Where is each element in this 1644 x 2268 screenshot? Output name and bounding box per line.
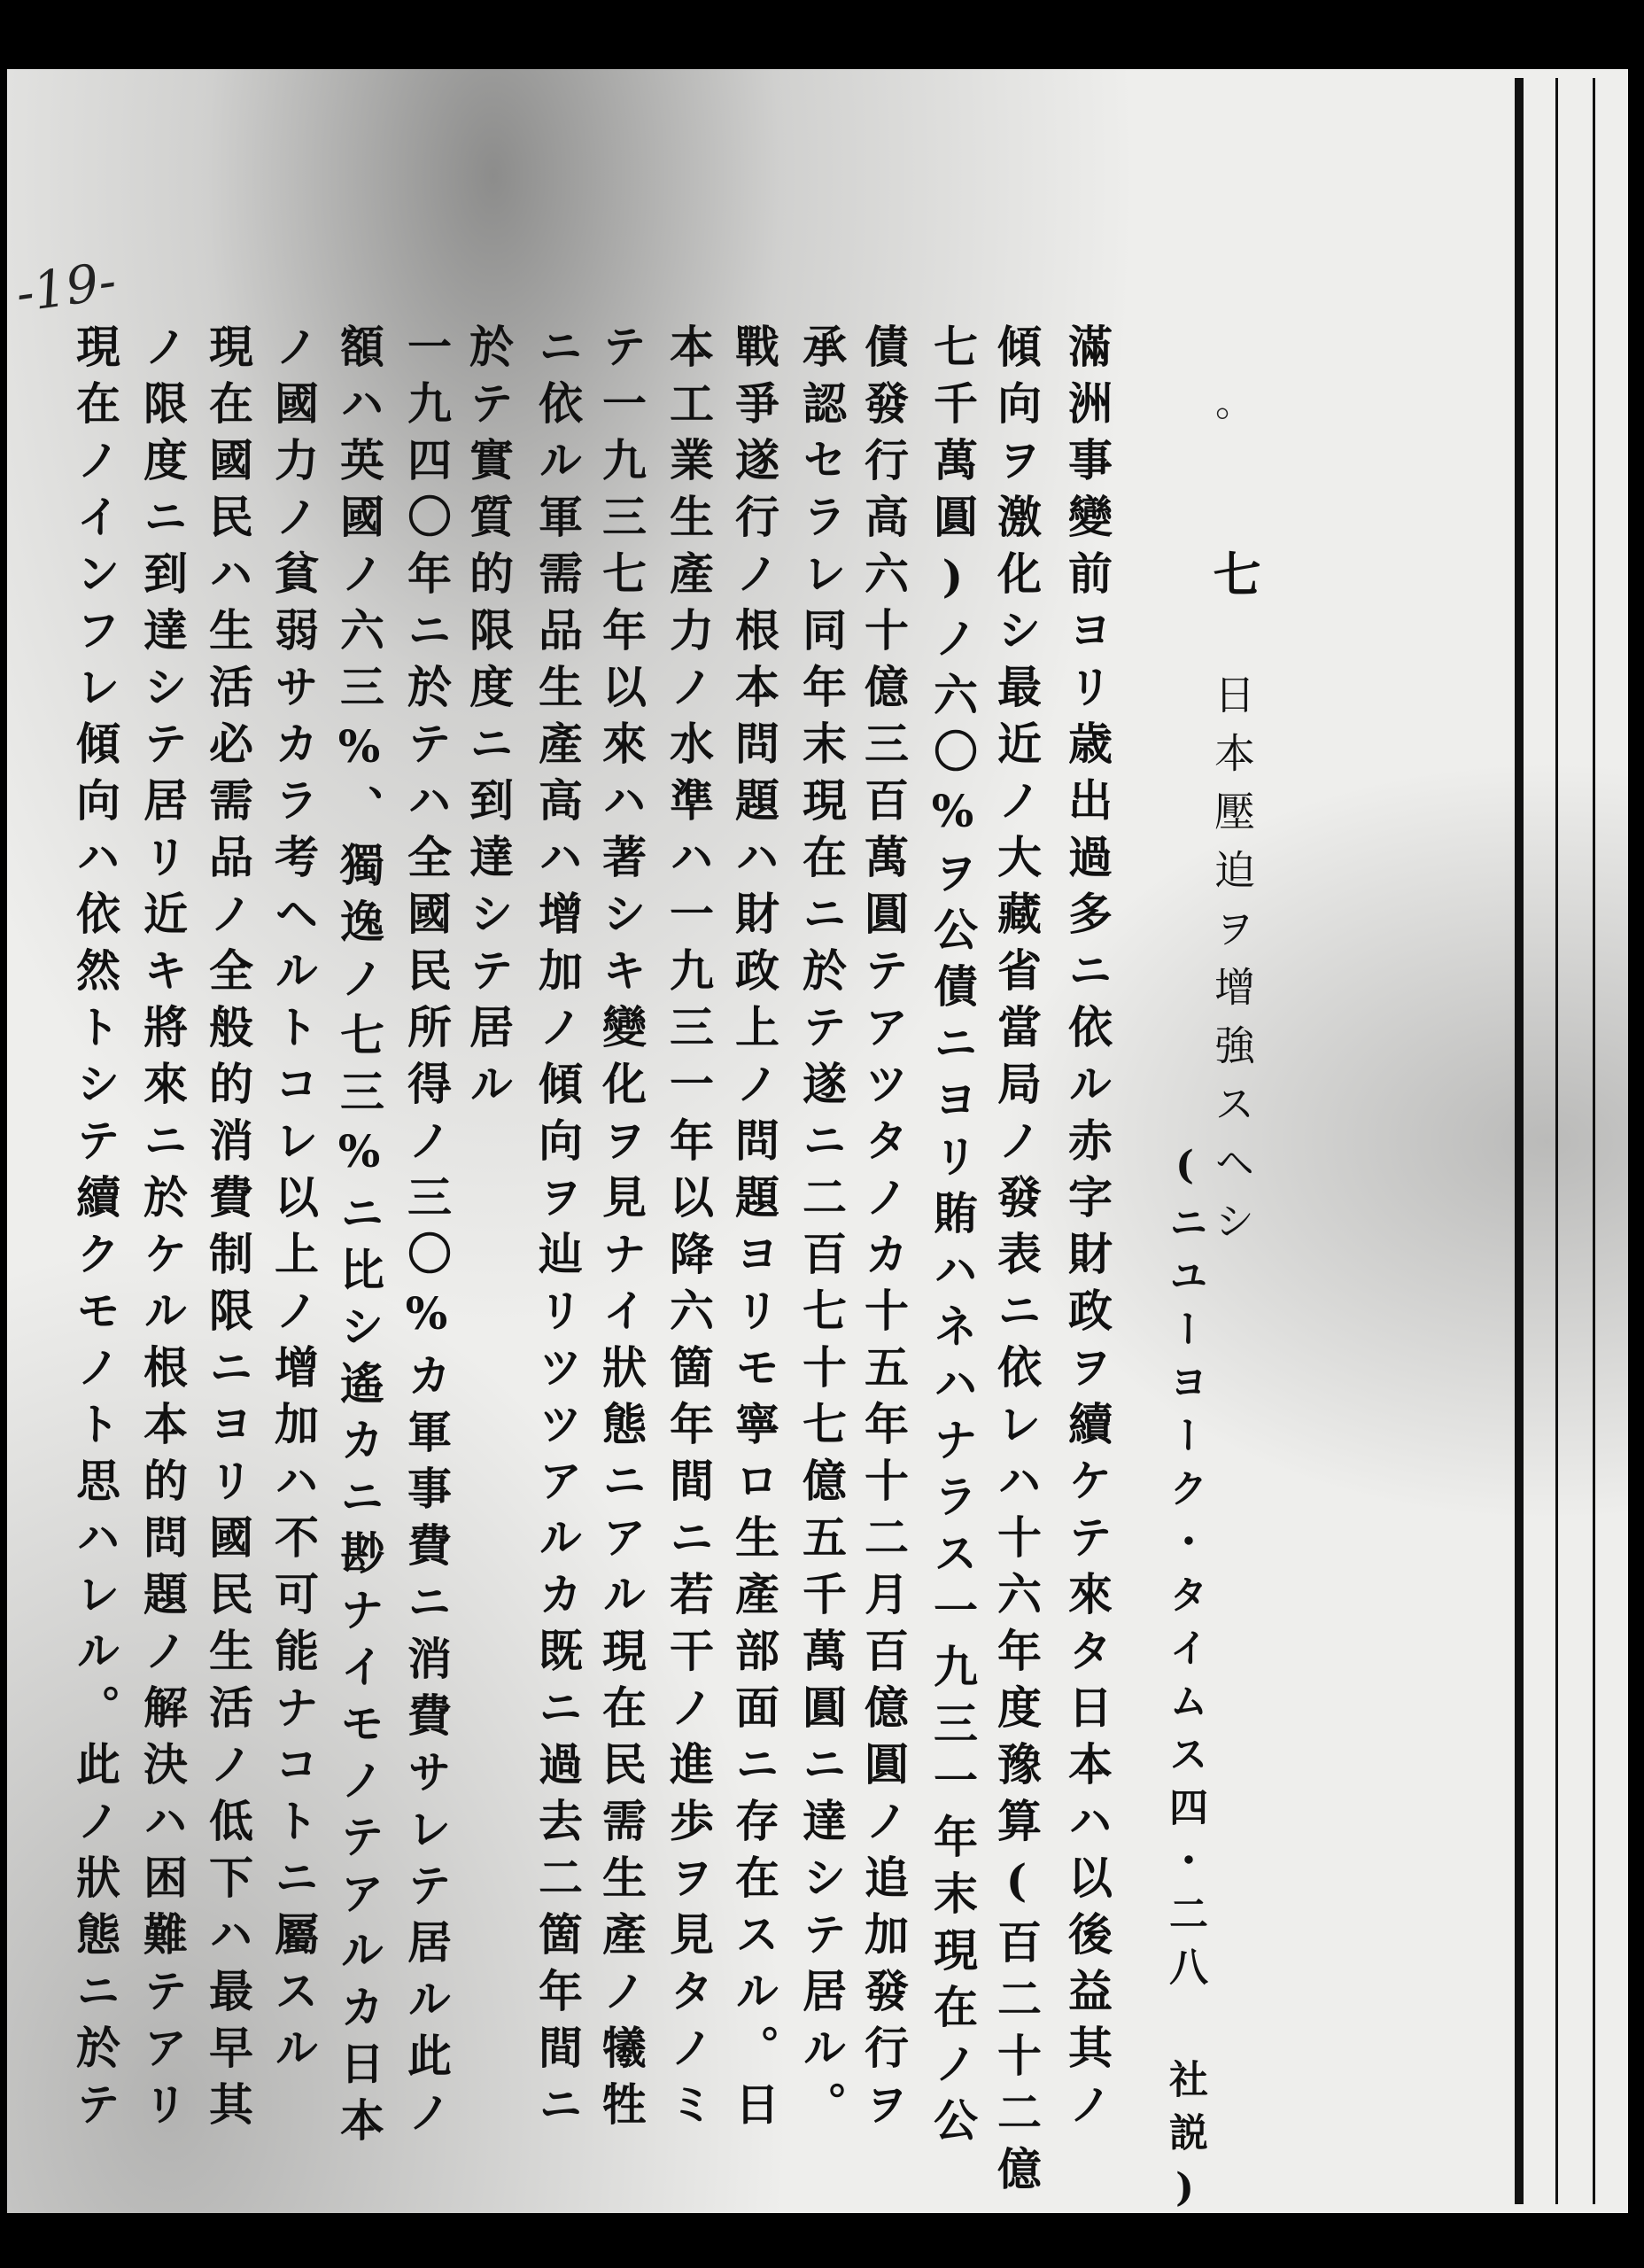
text-column: ニ依ル軍需品生產高ハ增加ノ傾向ヲ辿リツツアルカ既ニ過去二箇年間ニ — [531, 323, 584, 2138]
marker-dot: 。 — [1215, 380, 1254, 425]
binding-edge-rule — [1515, 78, 1524, 2204]
text-column: 現在ノインフレ傾向ハ依然トシテ續クモノト思ハレル。此ノ狀態ニ於テ — [69, 323, 121, 2138]
text-column: 本工業生產力ノ水準ハ一九三一年以降六箇年間ニ若干ノ進歩ヲ見タノミ — [663, 323, 715, 2138]
text-column: 滿洲事變前ヨリ歳出過多ニ依ル赤字財政ヲ續ケテ來タ日本ハ以後益其ノ — [1061, 323, 1113, 2138]
text-column: 傾向ヲ激化シ最近ノ大藏省當局ノ發表ニ依レハ十六年度豫算(百二十二億 — [990, 323, 1043, 2202]
text-column: 債發行高六十億三百萬圓テアツタノカ十五年十二月百億圓ノ追加發行ヲ — [857, 323, 910, 2138]
margin-rule — [1555, 78, 1558, 2204]
text-column: 七千萬圓)ノ六〇%ヲ公債ニヨリ賄ハネハナラス一九三一年末現在ノ公 — [927, 323, 979, 2154]
text-column: 一九四〇年ニ於テハ全國民所得ノ三〇%カ軍事費ニ消費サレテ居ル此ノ — [400, 323, 453, 2146]
section-number: 七 — [1206, 549, 1262, 597]
margin-rule — [1593, 78, 1595, 2204]
text-column: 於テ實質的限度ニ到達シテ居ル — [462, 323, 515, 1117]
text-column: ノ限度ニ到達シテ居リ近キ將來ニ於ケル根本的問題ノ解決ハ困難テアリ — [136, 323, 189, 2138]
text-column: 承認セラレ同年末現在ニ於テ遂ニ二百七十七億五千萬圓ニ達シテ居ル。 — [795, 323, 848, 2138]
text-column: ノ國力ノ貧弱サカラ考ヘルトコレ以上ノ增加ハ不可能ナコトニ屬スル — [268, 323, 320, 2081]
source-citation: (ニユーヨーク・タイムス四・二八 社説) — [1162, 1143, 1207, 2225]
text-column: テ一九三七年以來ハ著シキ變化ヲ見ナイ狀態ニアル現在民需生產ノ犧牲 — [595, 323, 648, 2138]
text-column: 戰爭遂行ノ根本問題ハ財政上ノ問題ヨリモ寧ロ生產部面ニ存在スル。日 — [728, 323, 780, 2138]
section-title: 日本壓迫ヲ增強スヘシ — [1208, 673, 1256, 1258]
page-number-mark: -19- — [12, 250, 120, 324]
text-column: 額ハ英國ノ六三%、獨逸ノ七三%ニ比シ遙カニ尠ナイモノテアルカ日本 — [333, 323, 385, 2154]
text-column: 現在國民ハ生活必需品ノ全般的消費制限ニヨリ國民生活ノ低下ハ最早其 — [202, 323, 254, 2138]
